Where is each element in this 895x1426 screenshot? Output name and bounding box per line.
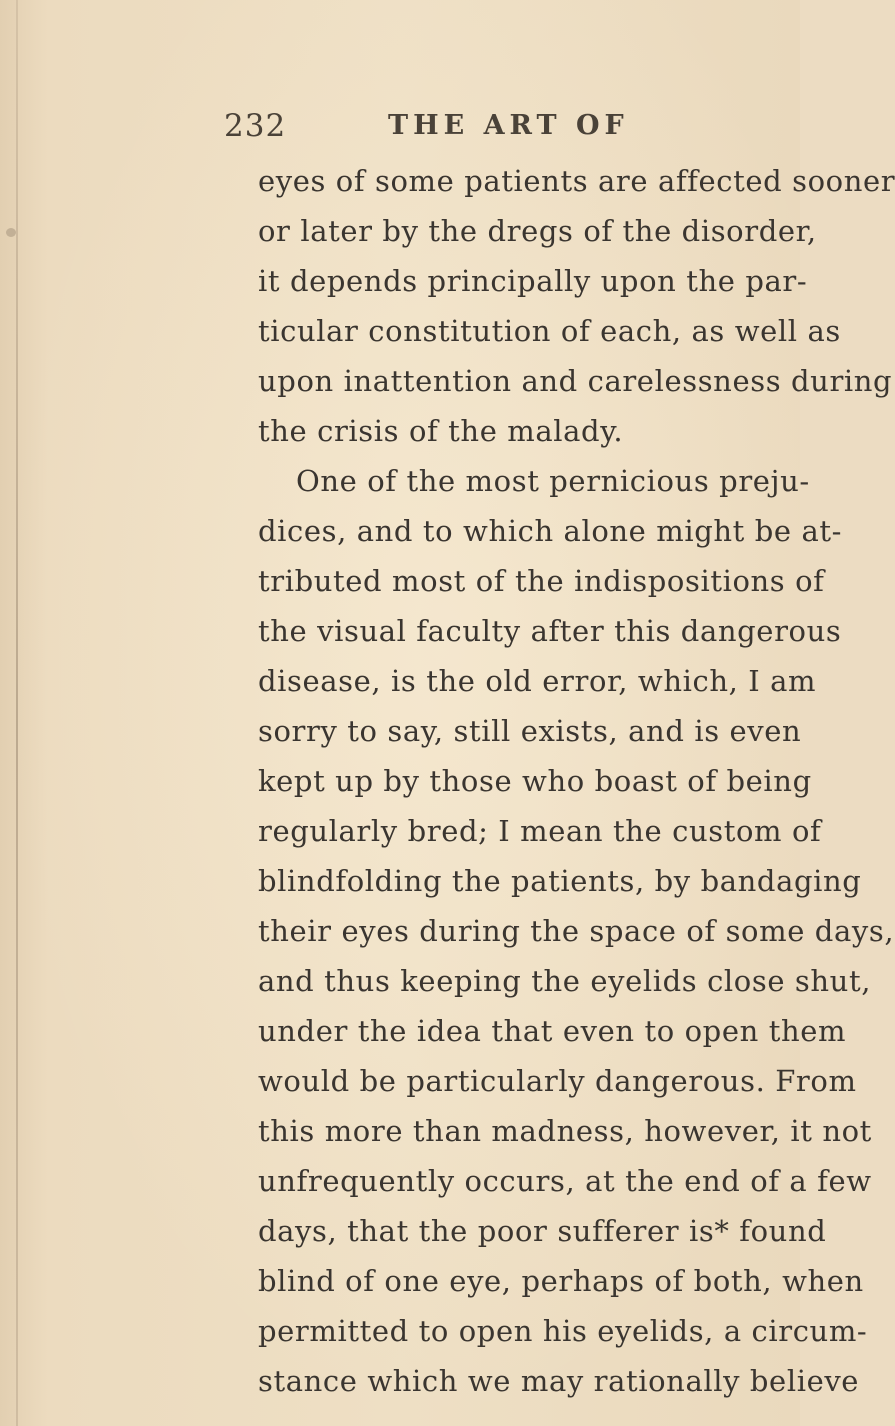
page-number: 232: [224, 108, 287, 144]
text-line: under the idea that even to open them: [258, 1014, 847, 1048]
text-line: the crisis of the malady.: [258, 414, 624, 448]
paper-spot: [6, 228, 16, 237]
text-line: stance which we may rationally believe: [258, 1364, 860, 1398]
page-gutter-edge: [16, 0, 18, 1426]
text-line: it depends principally upon the par-: [258, 264, 808, 298]
text-line: upon inattention and carelessness during: [258, 364, 893, 398]
text-line: would be particularly dangerous. From: [258, 1064, 857, 1098]
text-line: One of the most pernicious preju-: [296, 464, 810, 498]
text-line: blindfolding the patients, by bandaging: [258, 864, 862, 898]
running-title: THE ART OF: [388, 110, 629, 141]
running-head: [0, 108, 800, 148]
text-line: or later by the dregs of the disorder,: [258, 214, 817, 248]
text-line: sorry to say, still exists, and is even: [258, 714, 802, 748]
text-line: unfrequently occurs, at the end of a few: [258, 1164, 872, 1198]
text-line: disease, is the old error, which, I am: [258, 664, 817, 698]
text-line: ticular constitution of each, as well as: [258, 314, 841, 348]
body-text: [258, 156, 895, 1406]
text-line: their eyes during the space of some days,: [258, 914, 895, 948]
text-line: regularly bred; I mean the custom of: [258, 814, 822, 848]
text-line: days, that the poor sufferer is* found: [258, 1214, 827, 1248]
text-line: this more than madness, however, it not: [258, 1114, 872, 1148]
text-line: and thus keeping the eyelids close shut,: [258, 964, 872, 998]
text-line: eyes of some patients are affected sooner: [258, 164, 895, 198]
text-line: the visual faculty after this dangerous: [258, 614, 842, 648]
text-line: permitted to open his eyelids, a circum-: [258, 1314, 868, 1348]
text-line: tributed most of the indispositions of: [258, 564, 825, 598]
text-line: blind of one eye, perhaps of both, when: [258, 1264, 864, 1298]
text-line: kept up by those who boast of being: [258, 764, 812, 798]
text-line: dices, and to which alone might be at-: [258, 514, 843, 548]
